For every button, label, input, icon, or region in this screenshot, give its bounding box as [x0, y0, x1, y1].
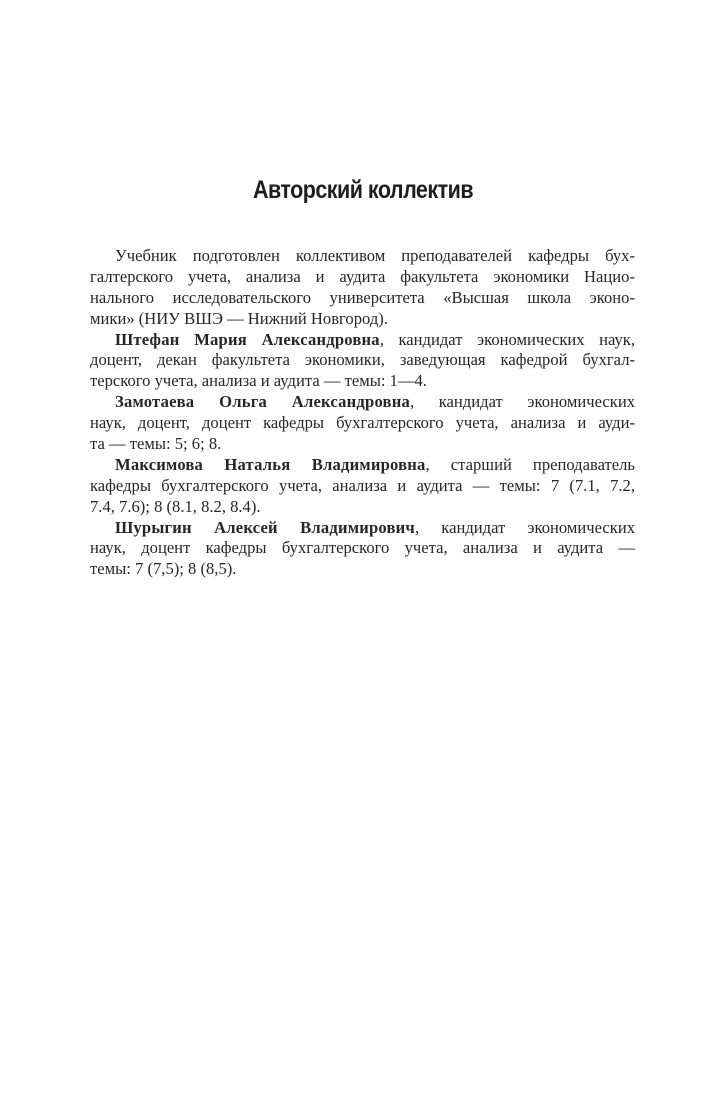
author-entry — [90, 455, 635, 518]
author-entry — [90, 330, 635, 393]
author-role: , кандидат экономических наук, — [379, 329, 636, 349]
text-line: терского учета, анализа и аудита — темы: 1—4. — [90, 371, 427, 391]
author-name: Максимова Наталья Владимировна — [115, 454, 426, 474]
author-name: Шурыгин Алексей Владимирович — [115, 517, 415, 537]
author-entry — [90, 392, 635, 455]
text-line: та — темы: 5; 6; 8. — [90, 434, 222, 454]
text-line — [90, 392, 635, 413]
author-name: Замотаева Ольга Александровна — [115, 392, 410, 412]
text-line: доцент, декан факультета экономики, заведующая кафедрой бухгал- — [90, 350, 635, 370]
text-line — [90, 330, 635, 351]
page-title: Авторский коллектив — [252, 176, 474, 204]
intro-paragraph — [90, 246, 635, 330]
body-text — [90, 246, 635, 580]
author-role: , кандидат экономических — [409, 392, 635, 412]
author-role: , старший преподаватель — [425, 454, 635, 474]
text-line: темы: 7 (7,5); 8 (8,5). — [90, 559, 237, 579]
text-line: кафедры бухгалтерского учета, анализа и аудита — темы: 7 (7.1, 7.2, — [90, 475, 635, 495]
text-line: нального исследовательского университета «Высшая школа эконо- — [90, 287, 635, 307]
text-line: мики» (НИУ ВШЭ — Нижний Новгород). — [90, 308, 388, 328]
author-name: Штефан Мария Александровна — [115, 329, 380, 349]
text-line: наук, доцент, доцент кафедры бухгалтерского учета, анализа и ауди- — [90, 413, 635, 433]
author-role: , кандидат экономических — [415, 517, 636, 537]
text-line: 7.4, 7.6); 8 (8.1, 8.2, 8.4). — [90, 496, 261, 516]
text-line: Учебник подготовлен коллективом преподавателей кафедры бух- — [115, 246, 635, 265]
text-line — [90, 518, 635, 539]
author-entry — [90, 518, 635, 581]
text-line: наук, доцент кафедры бухгалтерского учета, анализа и аудита — — [90, 538, 635, 558]
text-line — [90, 455, 635, 476]
text-line: галтерского учета, анализа и аудита факультета экономики Нацио- — [90, 266, 635, 286]
